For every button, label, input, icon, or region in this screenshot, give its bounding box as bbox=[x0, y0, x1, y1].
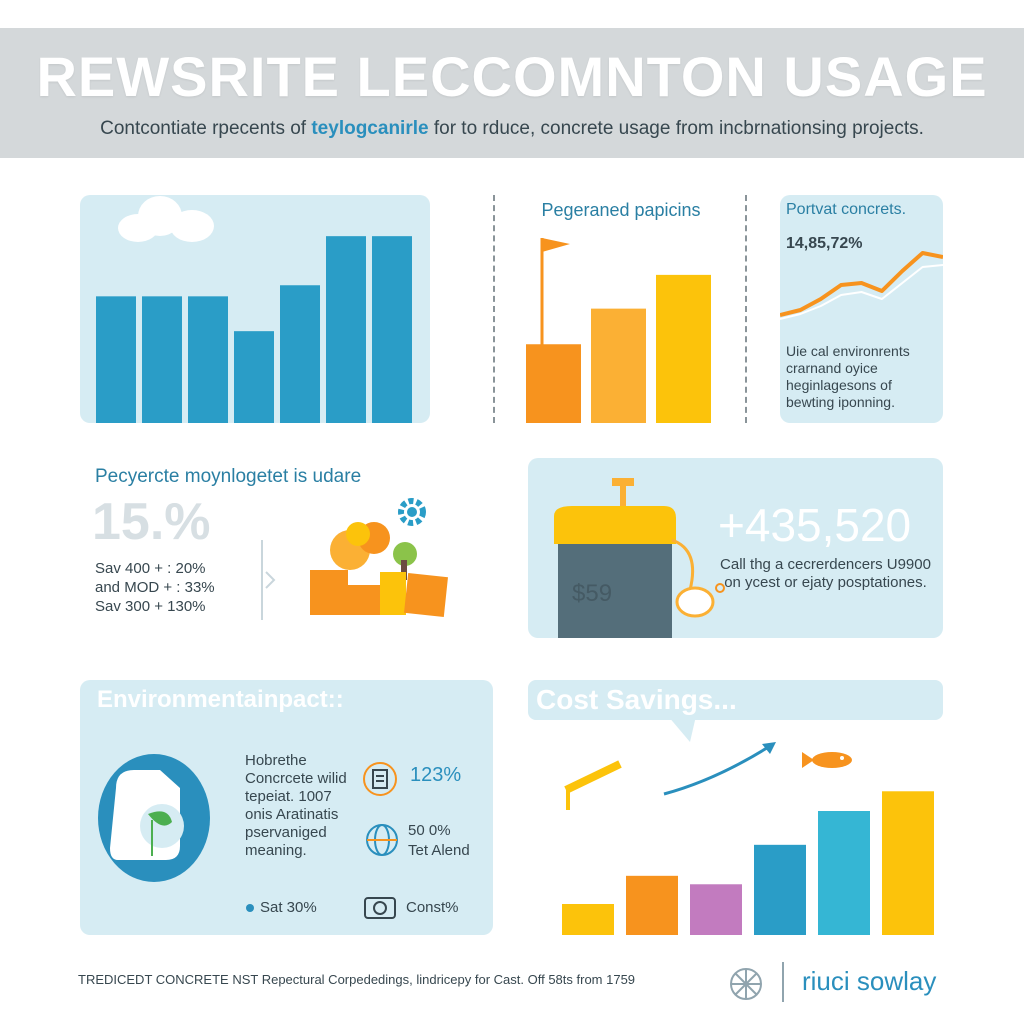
usage-title: Pecyercte moynlogetet is udare bbox=[95, 466, 362, 487]
bullet-dot bbox=[246, 904, 254, 912]
snowflake-icon bbox=[726, 964, 766, 1004]
document-icon bbox=[362, 760, 400, 798]
chart-bar bbox=[591, 309, 646, 423]
mixer-label: $59 bbox=[572, 580, 613, 607]
subtitle-highlight: teylogcanirle bbox=[311, 118, 429, 139]
usage-row: and MOD + : 33% bbox=[95, 579, 215, 596]
chart-bar bbox=[326, 236, 366, 423]
chart-bar bbox=[188, 296, 228, 423]
chart-bar bbox=[234, 331, 274, 423]
cost-title: Cost Savings... bbox=[536, 684, 737, 715]
camera-icon bbox=[362, 892, 398, 920]
chart-bar bbox=[96, 296, 136, 423]
chart-bar bbox=[754, 845, 806, 935]
line-series bbox=[780, 253, 943, 315]
environment-stat-1: 123% bbox=[410, 764, 462, 786]
total-description: Call thg a cecrerdencers U9900 on ycest or ejaty posptationes. bbox=[720, 556, 931, 591]
line-chart-3 bbox=[780, 230, 943, 330]
chart-bar bbox=[526, 344, 581, 423]
chart3-value: 14,85,72% bbox=[786, 235, 863, 252]
panel-pointer bbox=[690, 448, 730, 462]
chart2-title: Pegeraned papicins bbox=[541, 200, 701, 220]
bar-chart-2 bbox=[510, 230, 732, 423]
environment-stat-4: Const% bbox=[406, 899, 459, 916]
environment-stat-2-label: Tet Alend bbox=[408, 842, 470, 859]
chart-bar bbox=[690, 884, 742, 935]
footer-separator bbox=[782, 962, 784, 1002]
chart-bar bbox=[372, 236, 412, 423]
bar-chart-4 bbox=[556, 760, 936, 935]
chart-bar bbox=[626, 876, 678, 935]
divider-right bbox=[745, 195, 747, 423]
environment-stat-2: 50 0% bbox=[408, 822, 451, 839]
chart3-description: Uie cal environrents crarnand oyice heginlagesons of bewting iponning. bbox=[786, 343, 910, 410]
gear-icon bbox=[401, 501, 423, 523]
subtitle-pre: Contcontiate rpecents of bbox=[100, 118, 312, 139]
page-subtitle bbox=[0, 118, 1024, 140]
chart-bar bbox=[656, 275, 711, 423]
line-series bbox=[780, 265, 943, 319]
concrete-mixer-icon bbox=[550, 470, 730, 642]
globe-icon bbox=[364, 822, 402, 860]
chart-bar bbox=[562, 904, 614, 935]
chart-bar bbox=[142, 296, 182, 423]
divider-left bbox=[493, 195, 495, 423]
footer-note: TREDICEDT CONCRETE NST Repectural Corpededings, lindricepy for Cast. Off 58ts from 1759 bbox=[78, 972, 636, 987]
flag-icon bbox=[542, 238, 570, 252]
subtitle-post: for to rduce, concrete usage from incbrnationsing projects. bbox=[428, 118, 924, 139]
usage-big-number: 15.% bbox=[92, 493, 211, 551]
bar-chart-1 bbox=[80, 195, 430, 423]
total-value: +435,520 bbox=[718, 499, 912, 551]
chart3-title: Portvat concrets. bbox=[786, 201, 907, 218]
chart-bar bbox=[882, 791, 934, 935]
chart-bar bbox=[818, 811, 870, 935]
chevron-right-icon bbox=[258, 540, 282, 620]
materials-illustration bbox=[300, 490, 460, 625]
environment-description: Hobrethe Concrcete wilid tepeiat. 1007 onis Aratinatis pservaniged meaning. bbox=[245, 752, 347, 859]
page-title: REWSRITE LECCOMNTON USAGE bbox=[36, 45, 988, 108]
environment-stat-3: Sat 30% bbox=[260, 899, 317, 916]
brand-logo: riuci sowlay bbox=[802, 966, 937, 996]
environment-title: Environmentainpact:: bbox=[97, 686, 344, 713]
usage-row: Sav 400 + : 20% bbox=[95, 560, 206, 577]
usage-row: Sav 300 + 130% bbox=[95, 598, 206, 615]
leaf-icon bbox=[96, 748, 216, 888]
chart-bar bbox=[280, 285, 320, 423]
